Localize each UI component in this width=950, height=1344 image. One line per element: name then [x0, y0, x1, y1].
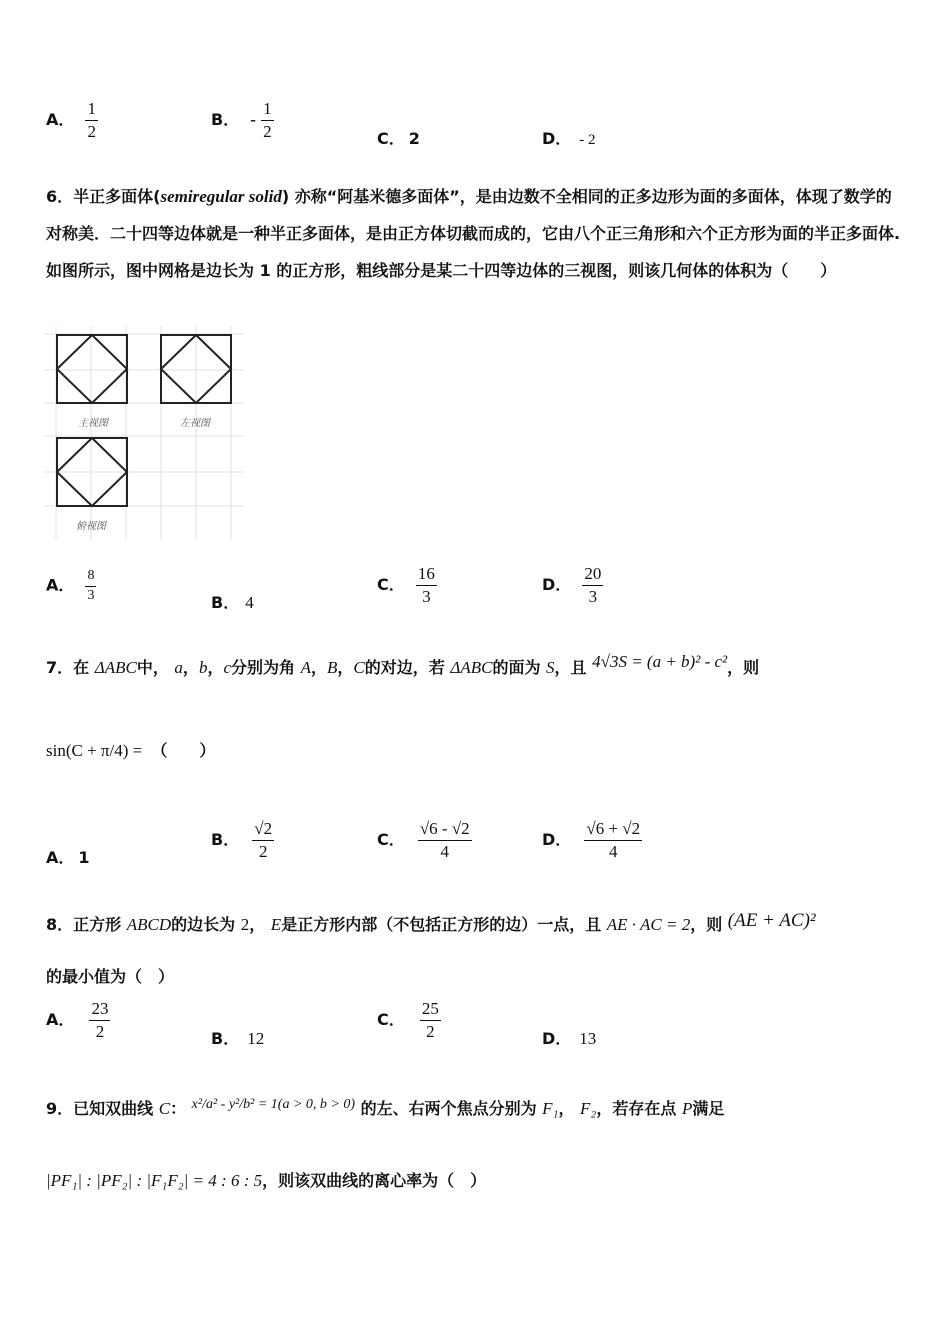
q5-a-den: 2 — [87, 121, 96, 141]
q7-option-b: B． $\frac{√2}{2}$ — [211, 819, 273, 861]
q8-option-b: B． 12 — [211, 1029, 265, 1048]
q8-stem-line1: 8．正方形 ABCD的边长为 2， E是正方形内部（不包括正方形的边）一点，且 AE · AC = 2，则 (AE + AC)² — [46, 910, 816, 934]
q6-option-a: A． $\frac{8}{3}$ — [46, 568, 95, 603]
q6-option-d: D． $\frac{20}{3}$ — [542, 564, 602, 606]
q9-hyperbola-equation: x²/a² - y²/b² = 1(a > 0, b > 0) — [191, 1097, 355, 1112]
q7-equation: 4√3S = (a + b)² - c² — [592, 652, 728, 671]
q8-stem-line2: 的最小值为（ ） — [46, 967, 175, 986]
front-view-diamond — [57, 335, 127, 403]
q7-option-c: C． $\frac{√6 - √2}{4}$ — [377, 819, 470, 861]
q8-option-a: A． $\frac{23}{2}$ — [46, 999, 109, 1041]
q7-sin-expression: sin(C + π/4) = （ ） — [46, 741, 216, 760]
front-view-label: 主视图 — [78, 418, 108, 429]
q8-option-d: D． 13 — [542, 1029, 597, 1048]
side-view-label: 左视图 — [180, 418, 210, 429]
q7-option-d: D． $\frac{√6 + √2}{4}$ — [542, 819, 641, 861]
q7-option-a: A． 1 — [46, 848, 90, 867]
front-view-square — [57, 335, 127, 403]
q9-ratio: |PF₁| : |PF₂| : |F₁F₂| = 4 : 6 : 5 — [46, 1171, 263, 1190]
q5-option-d: D． - 2 — [542, 129, 596, 148]
q5-option-b: B． - $\frac{1}{2}$ — [211, 99, 272, 141]
q5-option-c: C． 2 — [377, 129, 420, 148]
q5-a-num: 1 — [85, 100, 98, 121]
top-view-label: 俯视图 — [76, 521, 106, 532]
q7-stem: 7．在 ΔABC中， a，b，c分别为角 A，B，C的对边，若 ΔABC的面为 S，且 4√3S = (a + b)² - c²，则 — [46, 652, 760, 677]
q6-option-b: B． 4 — [211, 593, 254, 612]
q9-stem-line1: 9．已知双曲线 C： x²/a² - y²/b² = 1(a > 0, b > 0) 的左、右两个焦点分别为 F₁， F₂，若存在点 P满足 — [46, 1097, 725, 1118]
q9-stem-line2: |PF₁| : |PF₂| : |F₁F₂| = 4 : 6 : 5，则该双曲线的离心率为（ ） — [46, 1171, 487, 1190]
q6-option-c: C． $\frac{16}{3}$ — [377, 564, 435, 606]
q8-option-c: C． $\frac{25}{2}$ — [377, 999, 439, 1041]
three-view-figure — [44, 326, 246, 542]
q6-stem: 6．半正多面体(semiregular solid) 亦称“阿基米德多面体”，是由边数不全相同的正多边形为面的多面体，体现了数学的对称美．二十四等边体就是一种半正多面体，是由正方体切截而成的，它由八个正三角形和六个正方形为面的半正多面体.如图所示，图中网格是边长为 1 的正方形，粗线部分是某二十四等边体的三视图，则该几何体的体积为（ ） — [46, 187, 901, 280]
q5-option-a: A． $\frac{1}{2}$ — [46, 99, 96, 141]
